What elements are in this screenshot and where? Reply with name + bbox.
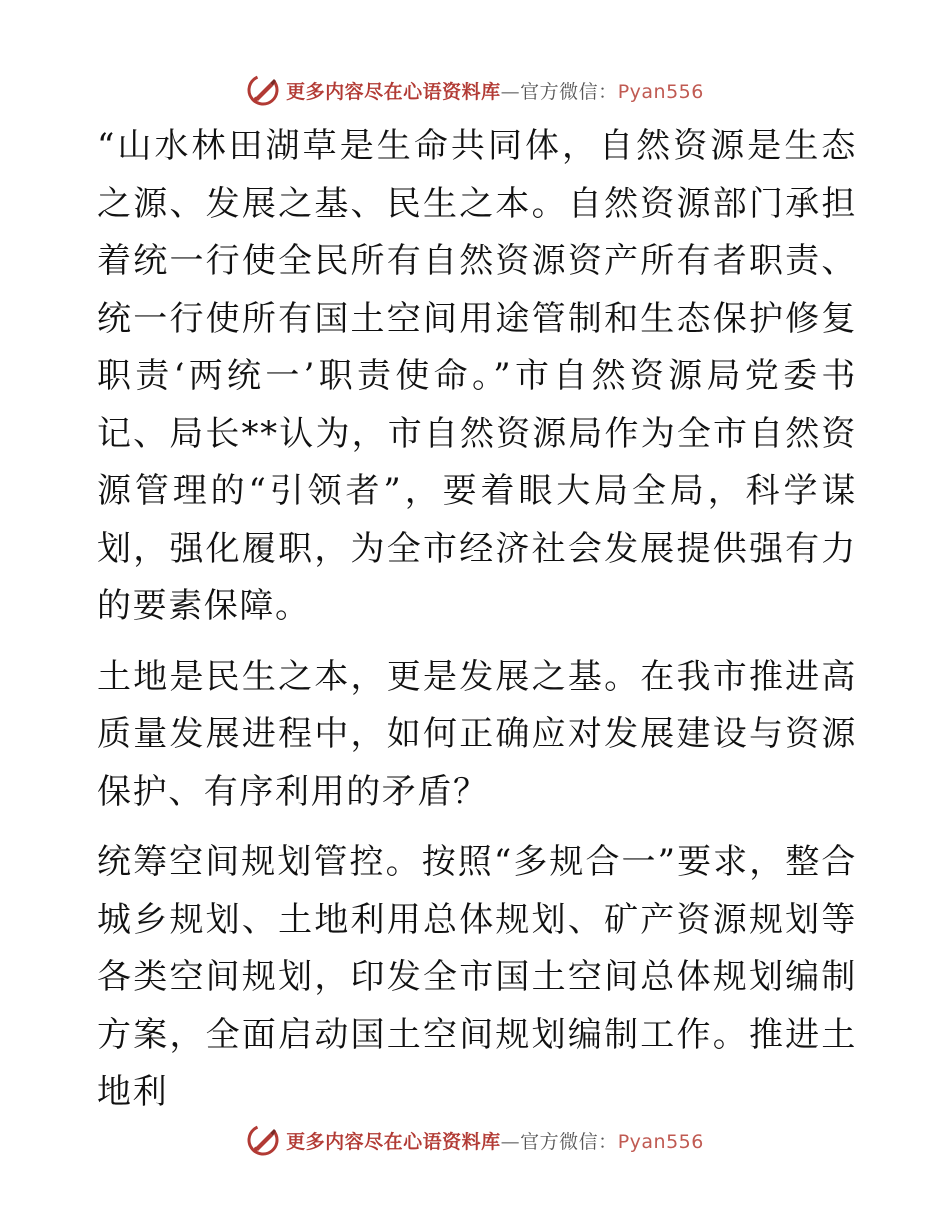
footer-account-id: Pyan556	[617, 1130, 704, 1153]
header-brand-text: 更多内容尽在心语资料库	[286, 80, 501, 103]
header-banner	[0, 70, 950, 110]
footer-banner	[0, 1120, 950, 1160]
header-contact-label: 官方微信：	[520, 80, 618, 103]
document-body	[97, 118, 857, 1122]
footer-dash: —	[500, 1130, 521, 1153]
brush-logo-icon	[246, 1123, 280, 1157]
paragraph-2: 土地是民生之本，更是发展之基。在我市推进高质量发展进程中，如何正确应对发展建设与资源保护、有序利用的矛盾？	[97, 656, 857, 812]
header-account-id: Pyan556	[617, 80, 704, 103]
footer-contact-label: 官方微信：	[520, 1130, 618, 1153]
footer-banner-text	[286, 1127, 704, 1154]
header-dash: —	[500, 80, 521, 103]
footer-brand-text: 更多内容尽在心语资料库	[286, 1130, 501, 1153]
paragraph-3: 统筹空间规划管控。按照“多规合一”要求，整合城乡规划、土地利用总体规划、矿产资源规划等各类空间规划，印发全市国土空间总体规划编制方案，全面启动国土空间规划编制工作。推进土地利	[97, 842, 857, 1112]
header-banner-text	[286, 77, 704, 104]
brush-logo-icon	[246, 73, 280, 107]
paragraph-1: “山水林田湖草是生命共同体，自然资源是生态之源、发展之基、民生之本。自然资源部门承担着统一行使全民所有自然资源资产所有者职责、统一行使所有国土空间用途管制和生态保护修复职责‘两统一’职责使命。”市自然资源局党委书记、局长**认为，市自然资源局作为全市自然资源管理的“引领者”，要着眼大局全局，科学谋划，强化履职，为全市经济社会发展提供强有力的要素保障。	[97, 126, 857, 626]
